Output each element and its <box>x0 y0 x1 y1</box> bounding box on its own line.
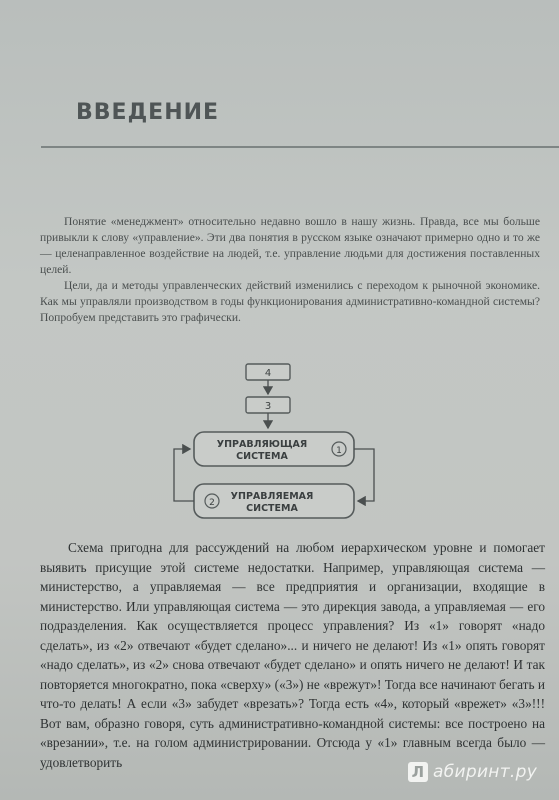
managing-system-line-2: СИСТЕМА <box>236 451 288 462</box>
intro-paragraph-1: Понятие «менеджмент» относительно недавно вошло в нашу жизнь. Правда, все мы больше привыкли к слову «управление». Эти два понятия в русском языке означают примерно одно и то же — целенаправленное воздействие на людей, т.е. управление людьми для достижения поставленных целей. <box>40 215 540 276</box>
intro-paragraph-2: Цели, да и методы управленческих действий изменились с переходом к рыночной экономике. Как мы управляли производством в годы функционирования административно-командной системы? Попробуем представить это графически. <box>40 279 540 324</box>
managed-system-line-2: СИСТЕМА <box>246 503 298 514</box>
box-level-4-label: 4 <box>264 368 272 379</box>
chapter-heading: ВВЕДЕНИЕ <box>76 100 220 125</box>
labirint-watermark <box>408 762 537 782</box>
labirint-watermark-text: абиринт.ру <box>433 762 538 782</box>
managing-system-line-1: УПРАВЛЯЮЩАЯ <box>216 439 308 450</box>
command-arrow <box>354 449 374 501</box>
body-paragraph: Схема пригодна для рассуждений на любом иерархическом уровне и помогает выявить присущие этой системе недостатки. Например, управляющая система — министерство, а управляемая — все предприятия и организации, входящие в министерство. Или управляющая система — это дирекция завода, а управляемая — его подразделения. Как осуществляется процесс управления? Из «1» говорят «надо сделать», из «2» отвечают «будет сделано»... и ничего не делают! Из «1» опять говорят «надо сделать», из «2» снова отвечают «будет сделано» и опять ничего не делают! И так повторяется многократно, пока «сверху» («3») не «врежут»! Тогда все начинают бегать и что-то делать! А если «3» забудет «врезать»? Тогда есть «4», который «врежет» «3»!!! Вот вам, образно говоря, суть административно-командной системы: все построено на «врезании», т.е. на голом администрировании. Отсюда у «1» главным всегда было — удовлетворить <box>40 540 545 770</box>
managed-system-number: 2 <box>209 498 215 508</box>
heading-rule <box>41 146 559 148</box>
managed-system-line-1: УПРАВЛЯЕМАЯ <box>230 491 314 502</box>
managing-system-number: 1 <box>336 446 342 456</box>
labirint-logo-icon: Л <box>408 762 428 782</box>
control-system-diagram <box>160 352 390 528</box>
box-level-3-label: 3 <box>264 401 272 412</box>
report-arrow <box>174 449 194 501</box>
